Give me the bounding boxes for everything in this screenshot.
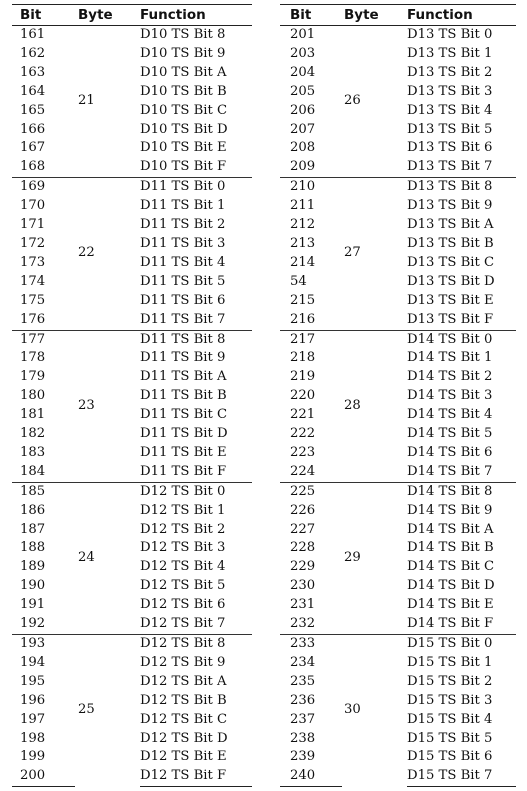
function-cell: D15 TS Bit 0 (407, 635, 516, 654)
header-byte: Byte (344, 6, 379, 23)
function-cell: D12 TS Bit B (140, 692, 227, 708)
bit-cell: 236 (290, 692, 316, 708)
bit-cell: 182 (20, 426, 46, 442)
header-byte: Byte (78, 6, 113, 23)
function-cell: D15 TS Bit 5 (407, 730, 493, 746)
bit-cell: 229 (290, 559, 316, 575)
header-row (12, 5, 252, 26)
table-row (12, 635, 252, 654)
bit-cell: 173 (20, 254, 46, 270)
bit-cell: 224 (290, 463, 316, 479)
bit-cell: 213 (290, 235, 316, 251)
table-row (12, 330, 252, 349)
bit-cell: 216 (290, 311, 316, 327)
bit-cell: 196 (20, 692, 46, 708)
function-cell: D11 TS Bit 1 (140, 198, 226, 214)
function-cell: D13 TS Bit 1 (407, 45, 493, 61)
header-function: Function (407, 6, 473, 23)
function-cell: D11 TS Bit A (140, 369, 227, 385)
function-cell: D13 TS Bit E (407, 292, 494, 308)
bit-cell: 170 (20, 198, 46, 214)
bit-cell: 197 (20, 711, 46, 727)
header-function: Function (140, 6, 206, 23)
function-cell: D13 TS Bit A (407, 217, 494, 233)
bit-cell: 200 (12, 767, 75, 786)
header-bit: Bit (290, 6, 312, 23)
function-cell: D14 TS Bit 7 (407, 463, 493, 479)
bit-cell: 204 (290, 64, 316, 80)
function-cell: D10 TS Bit A (140, 64, 227, 80)
function-cell: D12 TS Bit 1 (140, 502, 226, 518)
bit-cell: 240 (280, 767, 342, 786)
function-cell: D13 TS Bit 7 (407, 159, 493, 175)
bit-cell: 226 (290, 502, 316, 518)
bit-table-right (280, 4, 516, 787)
function-cell: D13 TS Bit C (407, 254, 495, 270)
bit-cell: 238 (290, 730, 316, 746)
function-cell: D14 TS Bit A (407, 521, 494, 537)
function-cell: D11 TS Bit 2 (140, 217, 226, 233)
bit-cell: 186 (20, 502, 46, 518)
bit-cell: 179 (20, 369, 46, 385)
bit-cell: 219 (290, 369, 316, 385)
table-body (12, 26, 252, 787)
bit-cell: 167 (20, 140, 46, 156)
bit-cell: 183 (20, 444, 46, 460)
bit-cell: 185 (12, 482, 75, 501)
function-cell: D12 TS Bit 0 (140, 482, 252, 501)
bit-cell: 199 (20, 749, 46, 765)
function-cell: D13 TS Bit 0 (407, 27, 493, 42)
bit-cell: 230 (290, 578, 316, 594)
function-cell: D12 TS Bit 4 (140, 559, 226, 575)
function-cell: D14 TS Bit D (407, 578, 495, 594)
function-cell: D14 TS Bit F (407, 616, 494, 632)
table-row (12, 482, 252, 501)
function-cell: D11 TS Bit B (140, 388, 227, 404)
bit-cell: 225 (280, 482, 342, 501)
function-cell: D14 TS Bit 9 (407, 502, 493, 518)
function-cell: D13 TS Bit F (407, 311, 494, 327)
bit-cell: 162 (20, 45, 46, 61)
function-cell: D12 TS Bit F (140, 767, 252, 786)
bit-cell: 54 (290, 273, 307, 289)
bit-cell: 165 (20, 102, 46, 118)
function-cell: D11 TS Bit 9 (140, 350, 226, 366)
function-cell: D12 TS Bit E (140, 749, 227, 765)
byte-cell: 29 (342, 482, 407, 634)
bit-cell: 175 (20, 292, 46, 308)
function-cell: D12 TS Bit C (140, 711, 228, 727)
bit-cell: 180 (20, 388, 46, 404)
function-cell: D11 TS Bit 7 (140, 311, 226, 327)
function-cell: D10 TS Bit E (140, 140, 227, 156)
function-cell: D12 TS Bit 5 (140, 578, 226, 594)
function-cell: D12 TS Bit 3 (140, 540, 226, 556)
table-row (280, 26, 516, 45)
byte-cell: 23 (75, 330, 140, 482)
function-cell: D11 TS Bit 4 (140, 254, 226, 270)
function-cell: D12 TS Bit 7 (140, 616, 226, 632)
function-cell: D10 TS Bit F (140, 159, 227, 175)
function-cell: D14 TS Bit E (407, 597, 494, 613)
bit-cell: 169 (12, 178, 75, 197)
byte-cell: 21 (78, 93, 95, 109)
header-row (280, 5, 516, 26)
function-cell: D10 TS Bit C (140, 102, 228, 118)
table-row (280, 178, 516, 197)
bit-cell: 181 (20, 407, 46, 423)
bit-cell: 209 (290, 159, 316, 175)
bit-cell: 222 (290, 426, 316, 442)
bit-cell: 163 (20, 64, 46, 80)
bit-cell: 190 (20, 578, 46, 594)
function-cell: D13 TS Bit 5 (407, 121, 493, 137)
function-cell: D10 TS Bit 9 (140, 45, 226, 61)
bit-cell: 203 (290, 45, 316, 61)
bit-cell: 228 (290, 540, 316, 556)
bit-cell: 239 (290, 749, 316, 765)
function-cell: D13 TS Bit 2 (407, 64, 493, 80)
bit-cell: 189 (20, 559, 46, 575)
table-row (280, 482, 516, 501)
function-cell: D15 TS Bit 2 (407, 673, 493, 689)
bit-cell: 193 (12, 635, 75, 654)
function-cell: D12 TS Bit A (140, 673, 227, 689)
function-cell: D14 TS Bit 4 (407, 407, 493, 423)
function-cell: D13 TS Bit 3 (407, 83, 493, 99)
bit-cell: 194 (20, 654, 46, 670)
bit-cell: 195 (20, 673, 46, 689)
function-cell: D13 TS Bit 8 (407, 178, 516, 197)
bit-cell: 166 (20, 121, 46, 137)
function-cell: D14 TS Bit C (407, 559, 495, 575)
bit-cell: 198 (20, 730, 46, 746)
bit-cell: 232 (290, 616, 316, 632)
function-cell: D15 TS Bit 4 (407, 711, 493, 727)
function-cell: D15 TS Bit 1 (407, 654, 493, 670)
table-row (280, 635, 516, 654)
bit-cell: 223 (290, 444, 316, 460)
function-cell: D13 TS Bit 6 (407, 140, 493, 156)
function-cell: D12 TS Bit 8 (140, 635, 252, 654)
bit-cell: 208 (290, 140, 316, 156)
table-body (280, 26, 516, 787)
function-cell: D12 TS Bit D (140, 730, 228, 746)
bit-cell: 174 (20, 273, 46, 289)
function-cell: D14 TS Bit B (407, 540, 494, 556)
bit-cell: 176 (20, 311, 46, 327)
bit-cell: 212 (290, 217, 316, 233)
bit-cell: 168 (20, 159, 46, 175)
function-cell: D12 TS Bit 6 (140, 597, 226, 613)
function-cell: D11 TS Bit 6 (140, 292, 226, 308)
byte-cell: 28 (342, 330, 407, 482)
function-cell: D11 TS Bit 0 (140, 178, 252, 197)
function-cell: D11 TS Bit 3 (140, 235, 226, 251)
bit-cell: 207 (290, 121, 316, 137)
table-header (12, 5, 252, 26)
bit-cell: 206 (290, 102, 316, 118)
bit-cell: 177 (12, 330, 75, 349)
bit-cell: 231 (290, 597, 316, 613)
bit-cell: 191 (20, 597, 46, 613)
bit-cell: 218 (290, 350, 316, 366)
bit-cell: 187 (20, 521, 46, 537)
function-cell: D11 TS Bit F (140, 463, 227, 479)
function-cell: D14 TS Bit 3 (407, 388, 493, 404)
bit-cell: 220 (290, 388, 316, 404)
function-cell: D10 TS Bit D (140, 121, 228, 137)
function-cell: D13 TS Bit 4 (407, 102, 493, 118)
function-cell: D10 TS Bit 8 (140, 27, 226, 42)
byte-cell: 27 (342, 178, 407, 330)
header-bit: Bit (20, 6, 42, 23)
function-cell: D15 TS Bit 7 (407, 767, 516, 786)
function-cell: D12 TS Bit 9 (140, 654, 226, 670)
bit-cell: 188 (20, 540, 46, 556)
bit-cell: 217 (280, 330, 342, 349)
bit-table-left (12, 4, 252, 787)
byte-cell: 25 (75, 635, 140, 787)
function-cell: D11 TS Bit C (140, 407, 228, 423)
function-cell: D15 TS Bit 3 (407, 692, 493, 708)
byte-cell: 24 (75, 482, 140, 634)
table-row (12, 178, 252, 197)
function-cell: D12 TS Bit 2 (140, 521, 226, 537)
function-cell: D13 TS Bit 9 (407, 198, 493, 214)
function-cell: D11 TS Bit 8 (140, 330, 252, 349)
function-cell: D11 TS Bit 5 (140, 273, 226, 289)
function-cell: D14 TS Bit 1 (407, 350, 493, 366)
bit-cell: 171 (20, 217, 46, 233)
function-cell: D14 TS Bit 6 (407, 444, 493, 460)
function-cell: D13 TS Bit B (407, 235, 494, 251)
byte-cell: 26 (344, 93, 361, 109)
bit-cell: 233 (280, 635, 342, 654)
byte-cell: 30 (342, 635, 407, 787)
bit-cell: 161 (20, 27, 46, 42)
function-cell: D14 TS Bit 2 (407, 369, 493, 385)
table-row (280, 330, 516, 349)
byte-cell: 22 (75, 178, 140, 330)
table-header (280, 5, 516, 26)
bit-cell: 192 (20, 616, 46, 632)
bit-cell: 184 (20, 463, 46, 479)
function-cell: D14 TS Bit 5 (407, 426, 493, 442)
bit-cell: 172 (20, 235, 46, 251)
function-cell: D14 TS Bit 0 (407, 330, 516, 349)
bit-cell: 235 (290, 673, 316, 689)
bit-cell: 215 (290, 292, 316, 308)
function-cell: D15 TS Bit 6 (407, 749, 493, 765)
bit-cell: 221 (290, 407, 316, 423)
bit-cell: 214 (290, 254, 316, 270)
bit-cell: 237 (290, 711, 316, 727)
table-row (12, 26, 252, 45)
bit-cell: 234 (290, 654, 316, 670)
bit-cell: 205 (290, 83, 316, 99)
bit-cell: 210 (280, 178, 342, 197)
function-cell: D11 TS Bit D (140, 426, 228, 442)
bit-cell: 178 (20, 350, 46, 366)
bit-cell: 164 (20, 83, 46, 99)
bit-cell: 201 (290, 27, 316, 42)
bit-cell: 227 (290, 521, 316, 537)
function-cell: D13 TS Bit D (407, 273, 495, 289)
function-cell: D10 TS Bit B (140, 83, 227, 99)
function-cell: D14 TS Bit 8 (407, 482, 516, 501)
bit-cell: 211 (290, 198, 316, 214)
function-cell: D11 TS Bit E (140, 444, 227, 460)
